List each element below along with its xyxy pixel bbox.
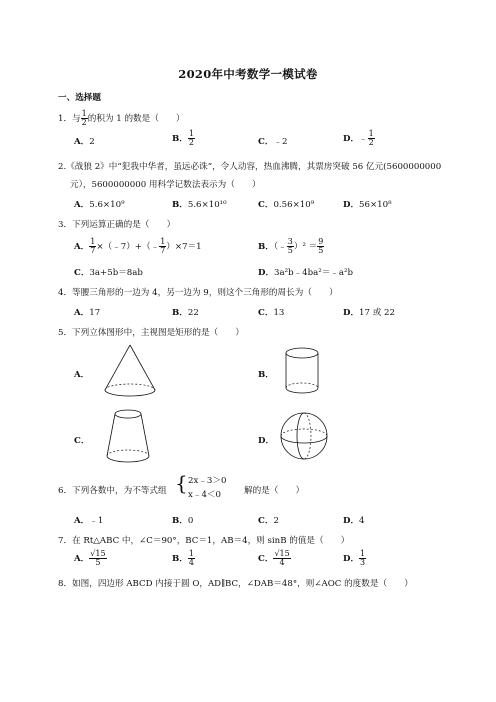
question-4-stem: 4．等腰三角形的一边为 4，另一边为 9，则这个三角形的周长为（ ）: [58, 288, 338, 298]
question-2-line1: 2.《战狼 2》中“犯我中华者，虽远必诛”，令人动容，热血沸腾，其票房突破 56 亿元(5600000000: [58, 162, 442, 172]
q2-option-b: B．5.6×10¹⁰: [172, 200, 227, 210]
frustum-figure: [104, 408, 154, 466]
question-6-stem-a: 6．下列各数中，为不等式组: [58, 486, 167, 496]
q6-option-a: A．﹣1: [74, 516, 104, 526]
q7-option-a: A． $\frac{√15}{5}$: [74, 549, 106, 567]
q4-option-b: B．22: [172, 308, 199, 318]
cylinder-figure: [284, 346, 324, 398]
inequality-2: x﹣4＜0: [188, 490, 221, 500]
question-8-stem: 8．如图，四边形 ABCD 内接于圆 O，AD∥BC，∠DAB＝48°，则∠AOC 的度数是（ ）: [58, 579, 413, 589]
fraction: $\frac{1}{2}$: [81, 109, 87, 127]
q1-option-a: A．2: [74, 137, 95, 147]
page-title: 2020年中考数学一模试卷: [178, 67, 318, 81]
section-heading: 一、选择题: [58, 93, 101, 103]
q7-option-b: B． $\frac{1}{4}$: [172, 549, 194, 567]
q5-option-b-label: B．: [258, 370, 274, 380]
question-1-stem: 1．与 $\frac{1}{2}$ 的积为 1 的数是（ ）: [58, 109, 185, 127]
question-6-stem-b: 解的是（ ）: [244, 486, 305, 496]
q6-option-b: B．0: [172, 516, 194, 526]
q7-option-c: C． $\frac{√15}{4}$: [258, 549, 290, 567]
cone-figure: [100, 342, 160, 400]
q3-option-b: B．（﹣ $\frac{3}{5}$ ）² ＝ $\frac{9}{5}$: [258, 237, 324, 255]
q2-option-a: A．5.6×10⁹: [74, 200, 125, 210]
q5-option-a-label: A．: [74, 370, 90, 380]
q6-option-c: C．2: [258, 516, 279, 526]
q5-option-d-label: D．: [258, 436, 275, 446]
q1-option-b: B． $\frac{1}{2}$: [172, 129, 194, 147]
q6-option-d: D．4: [343, 516, 365, 526]
q2-option-d: D．56×10⁸: [343, 200, 392, 210]
brace-symbol: {: [175, 471, 188, 495]
question-3-stem: 3．下列运算正确的是（ ）: [58, 220, 176, 230]
q4-option-c: C．13: [258, 308, 285, 318]
q4-option-a: A．17: [74, 308, 101, 318]
q7-option-d: D． $\frac{1}{3}$: [343, 549, 366, 567]
sphere-figure: [280, 408, 330, 464]
inequality-1: 2x﹣3＞0: [188, 476, 227, 486]
q5-option-c-label: C．: [74, 436, 90, 446]
question-2-line2: 元），5600000000 用科学记数法表示为（ ）: [70, 180, 261, 190]
q4-option-d: D．17 或 22: [343, 308, 395, 318]
question-5-stem: 5．下列立体图形中，主视图是矩形的是（ ）: [58, 328, 244, 338]
q3-option-d: D．3a²b﹣4ba²＝﹣a²b: [258, 268, 353, 278]
q1-option-d: D．﹣ $\frac{1}{2}$: [343, 129, 374, 147]
q3-option-c: C．3a+5b＝8ab: [74, 268, 143, 278]
question-7-stem: 7．在 Rt△ABC 中，∠C＝90°，BC＝1，AB＝4，则 sinB 的值是（ ）: [58, 536, 350, 546]
q3-option-a: A． $\frac{1}{7}$ ×（﹣7）+（﹣ $\frac{1}{7}$ ）×7＝1: [74, 237, 202, 255]
q1-option-c: C．﹣2: [258, 137, 288, 147]
q2-option-c: C．0.56×10⁹: [258, 200, 315, 210]
